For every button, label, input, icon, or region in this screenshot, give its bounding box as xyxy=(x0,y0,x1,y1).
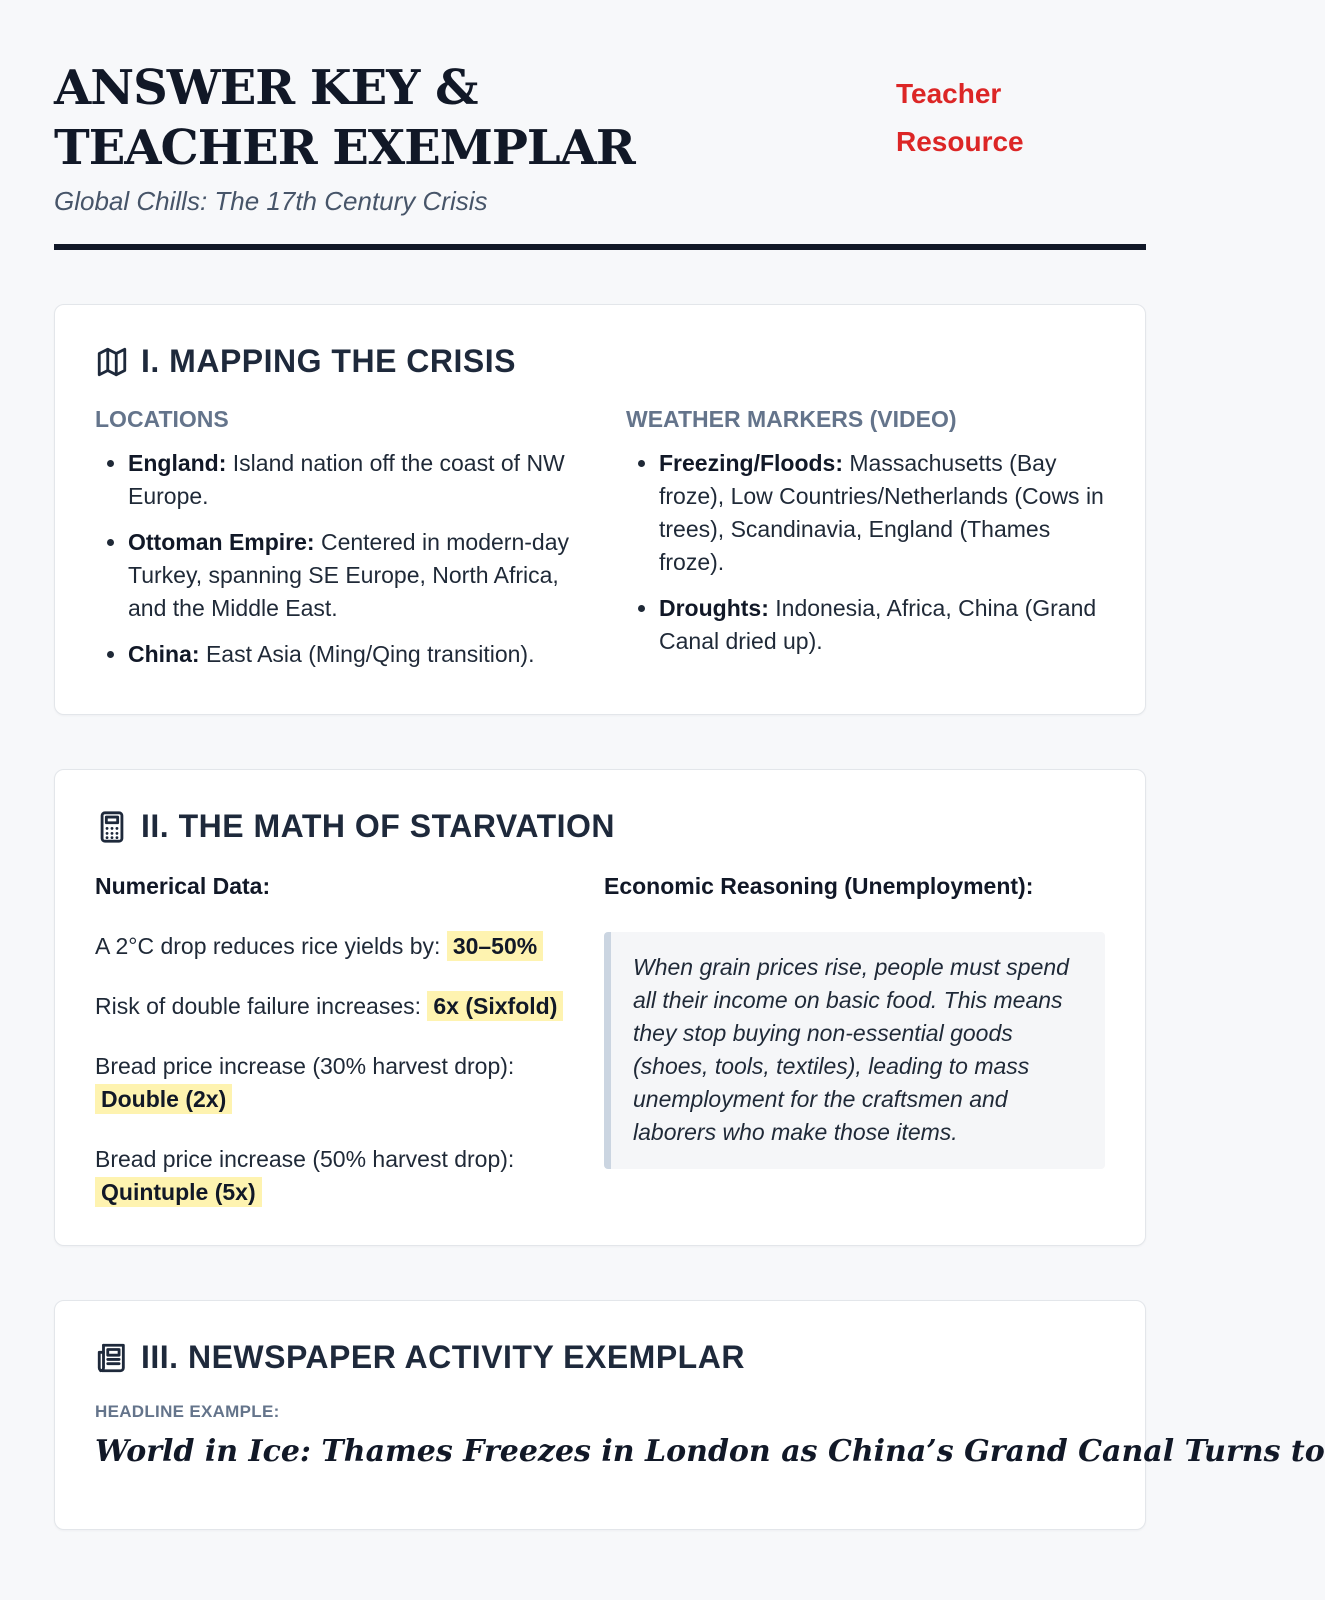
data-row xyxy=(95,1143,565,1209)
item-term: Ottoman Empire: xyxy=(128,529,315,555)
answer-highlight: Quintuple (5x) xyxy=(95,1177,262,1207)
page-header xyxy=(54,58,1146,250)
answer-highlight: 6x (Sixfold) xyxy=(427,991,563,1021)
headline-example: World in Ice: Thames Freezes in London as China’s Grand Canal Turns to xyxy=(95,1434,1325,1469)
headline-label: HEADLINE EXAMPLE: xyxy=(95,1402,280,1421)
item-term: Freezing/Floods: xyxy=(659,450,843,476)
row-label: A 2°C drop reduces rice yields by: xyxy=(95,933,441,959)
item-text: Island nation off the coast of NW Europe. xyxy=(128,450,565,509)
locations-column xyxy=(95,406,614,684)
list-item xyxy=(659,447,1105,579)
data-row xyxy=(95,1050,565,1116)
answer-highlight: Double (2x) xyxy=(95,1084,232,1114)
answer-highlight: 30–50% xyxy=(447,931,543,961)
economic-reasoning-quote: When grain prices rise, people must spend all their income on basic food. This means they stop buying non-essential goods (shoes, tools, textiles), leading to mass unemployment for the craftsmen and laborers who make those items. xyxy=(604,932,1105,1169)
item-text: Indonesia, Africa, China (Grand Canal dried up). xyxy=(659,595,1097,654)
section-title: I. MAPPING THE CRISIS xyxy=(141,343,516,379)
locations-list xyxy=(95,447,574,671)
weather-column xyxy=(614,406,1105,684)
numerical-column xyxy=(95,871,596,1215)
section-heading xyxy=(95,343,1105,380)
list-item xyxy=(128,447,574,513)
data-row xyxy=(95,990,565,1023)
page-subtitle: Global Chills: The 17th Century Crisis xyxy=(54,186,488,216)
section-heading xyxy=(95,808,1105,845)
weather-heading: WEATHER MARKERS (VIDEO) xyxy=(626,406,957,432)
section-title: III. NEWSPAPER ACTIVITY EXEMPLAR xyxy=(141,1339,745,1375)
section-title: II. THE MATH OF STARVATION xyxy=(141,808,616,844)
mapping-section xyxy=(54,304,1146,715)
item-term: Droughts: xyxy=(659,595,769,621)
calculator-icon xyxy=(95,810,129,844)
row-label: Risk of double failure increases: xyxy=(95,993,421,1019)
row-label: Bread price increase (50% harvest drop): xyxy=(95,1146,515,1172)
item-text: Centered in modern-day Turkey, spanning SE Europe, North Africa, and the Middle East. xyxy=(128,529,569,621)
data-row xyxy=(95,930,565,963)
list-item xyxy=(659,592,1105,658)
item-text: Massachusetts (Bay froze), Low Countries/Netherlands (Cows in trees), Scandinavia, England (Thames froze). xyxy=(659,450,1104,575)
economic-heading: Economic Reasoning (Unemployment): xyxy=(604,873,1034,899)
list-item xyxy=(128,638,574,671)
section-heading xyxy=(95,1339,1105,1376)
economic-column xyxy=(596,871,1105,1215)
newspaper-icon xyxy=(95,1341,129,1375)
newspaper-section xyxy=(54,1300,1325,1530)
item-term: China: xyxy=(128,641,200,667)
locations-heading: LOCATIONS xyxy=(95,406,229,432)
map-icon xyxy=(95,345,129,379)
item-term: England: xyxy=(128,450,227,476)
item-text: East Asia (Ming/Qing transition). xyxy=(199,641,535,667)
row-label: Bread price increase (30% harvest drop): xyxy=(95,1053,515,1079)
page-title: ANSWER KEY & TEACHER EXEMPLAR xyxy=(54,60,635,176)
teacher-resource-badge: Teacher Resource xyxy=(896,78,1024,157)
math-section xyxy=(54,769,1146,1246)
list-item xyxy=(128,526,574,625)
weather-list xyxy=(626,447,1105,658)
numerical-heading: Numerical Data: xyxy=(95,873,271,899)
